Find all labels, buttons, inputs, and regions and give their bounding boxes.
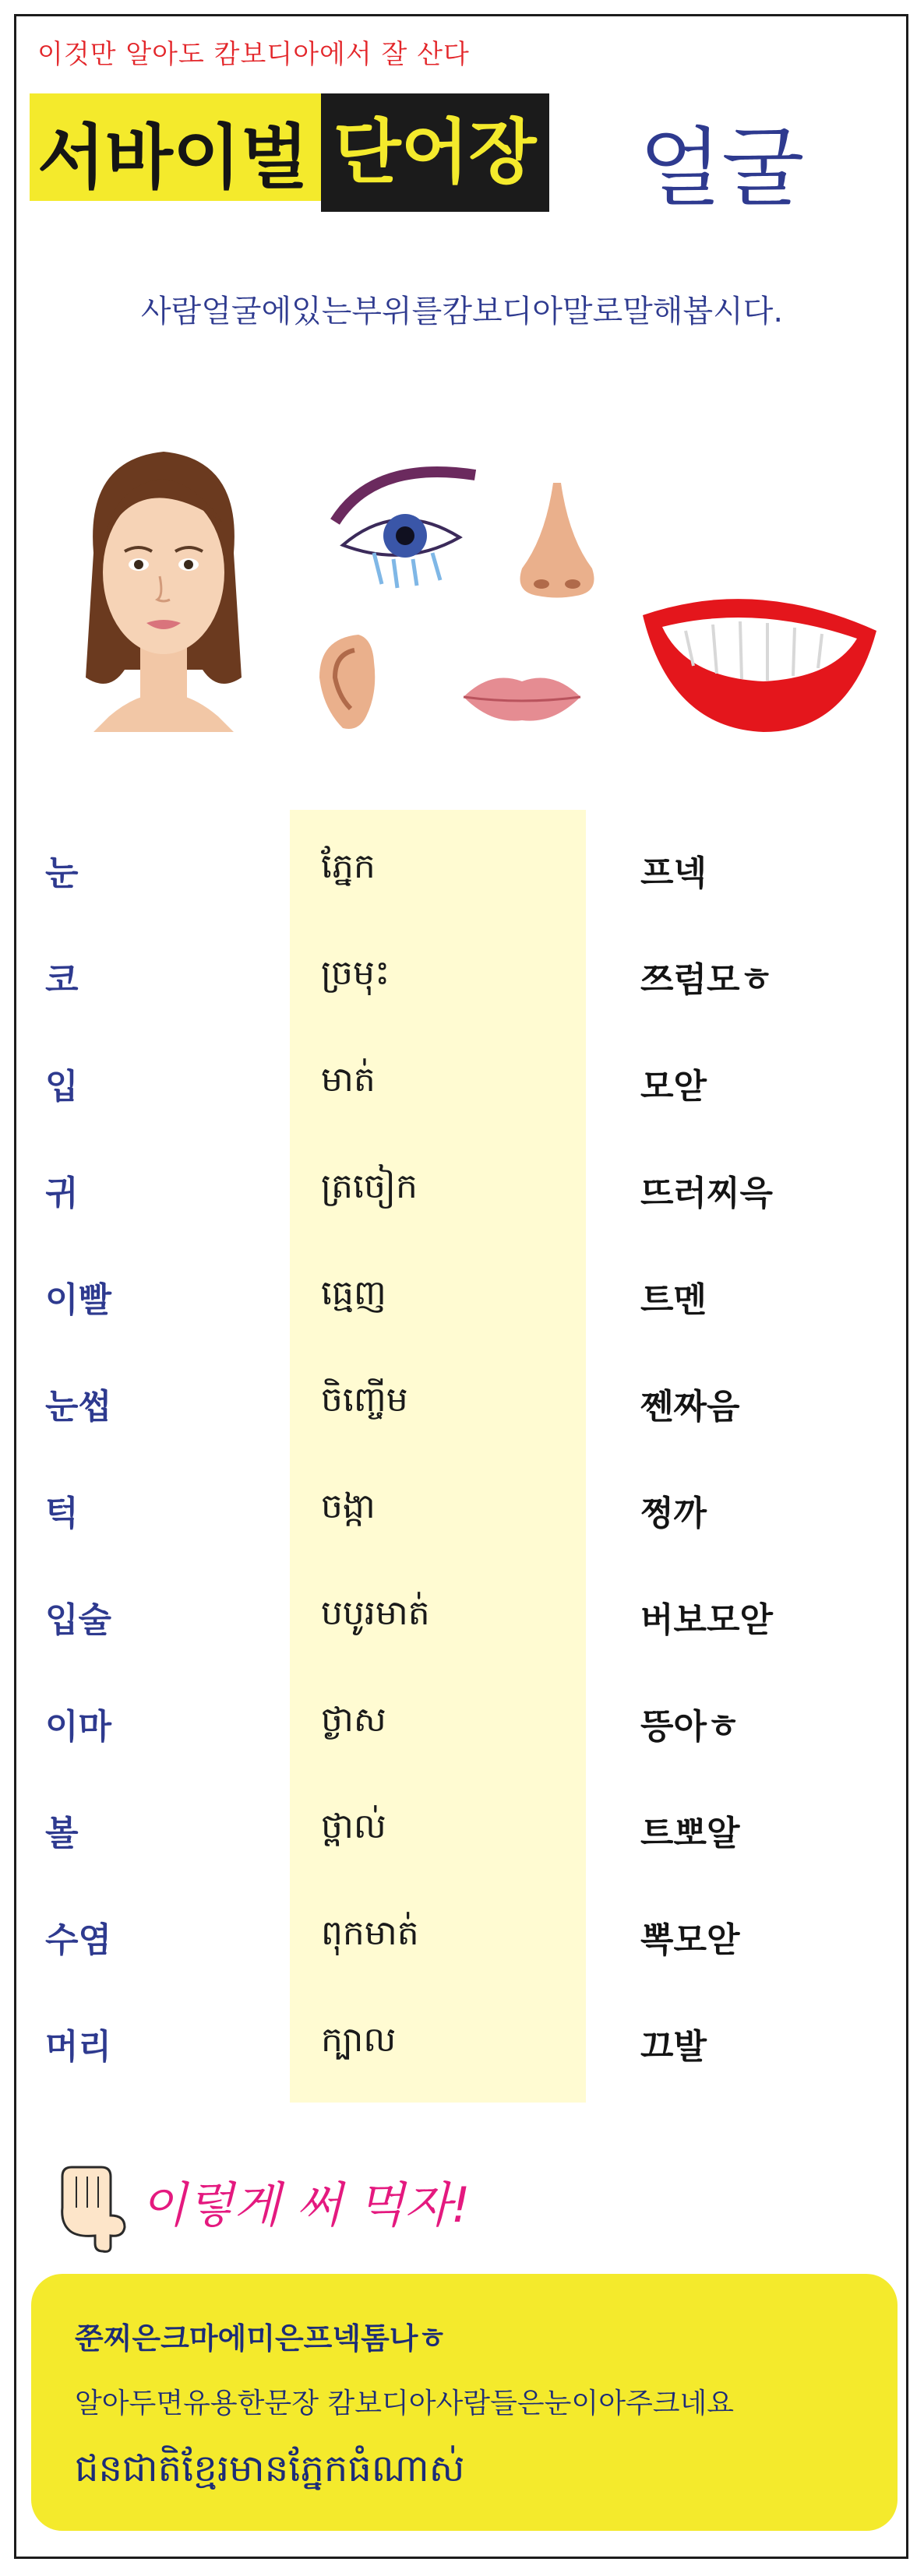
lips-illustration xyxy=(460,666,584,728)
usage-khmer-line: ជនជាតិខ្មែរមានភ្នែកធំណាស់ xyxy=(75,2447,465,2490)
usage-korean-line: 알아두면유용한문장 캄보디아사람들은눈이아주크네요 xyxy=(75,2388,735,2419)
tagline: 이것만 알아도 캄보디아에서 잘 산다 xyxy=(37,39,470,70)
vocab-korean: 이마 xyxy=(45,1707,112,1747)
eye-illustration xyxy=(327,452,483,592)
vocab-korean: 코 xyxy=(45,960,79,1000)
intro-text: 사람얼굴에있는부위를캄보디아말로말해봅시다. xyxy=(140,294,784,329)
pointing-hand-icon xyxy=(47,2161,132,2254)
vocab-khmer: ច្រមុះ xyxy=(321,953,390,993)
nose-illustration xyxy=(514,483,600,607)
vocab-row-teeth xyxy=(0,1272,924,1334)
usage-pronunciation-line: 쭌찌은크마에미은프넥톰나ㅎ xyxy=(75,2321,447,2356)
vocab-khmer: ថ្ពាល់ xyxy=(321,1807,386,1846)
vocab-korean: 귀 xyxy=(45,1174,79,1213)
vocab-khmer: ចិញ្ចើម xyxy=(321,1380,408,1420)
vocab-khmer: ភ្នែក xyxy=(321,846,376,886)
vocab-korean: 볼 xyxy=(45,1814,79,1853)
vocab-pronunciation: 뜨러찌윽 xyxy=(640,1174,774,1213)
vocab-row-eyebrow xyxy=(0,1378,924,1441)
vocab-khmer: ចង្កា xyxy=(321,1487,376,1526)
title-part-wordbook: 단어장 xyxy=(321,93,549,212)
vocab-khmer: ពុកមាត់ xyxy=(321,1913,419,1953)
usage-title: 이렇게 써 먹자! xyxy=(140,2177,471,2233)
vocab-khmer: ធ្មេញ xyxy=(321,1273,386,1313)
title-part-survival: 서바이벌 xyxy=(30,93,321,201)
vocab-row-mouth xyxy=(0,1058,924,1121)
mouth-illustration xyxy=(639,584,880,740)
vocab-row-chin xyxy=(0,1485,924,1547)
vocab-korean: 입 xyxy=(45,1067,79,1107)
vocab-row-lips xyxy=(0,1592,924,1654)
vocab-row-ear xyxy=(0,1165,924,1227)
vocab-row-eye xyxy=(0,845,924,907)
ear-illustration xyxy=(312,631,382,732)
vocab-pronunciation: 쩬짜음 xyxy=(640,1387,740,1427)
vocab-pronunciation: 뜽아ㅎ xyxy=(640,1707,740,1747)
vocab-pronunciation: 끄발 xyxy=(640,2027,707,2067)
vocab-khmer: ក្បាល xyxy=(321,2020,397,2060)
vocab-khmer: ថ្ងាស xyxy=(321,1700,386,1740)
vocab-row-head xyxy=(0,2018,924,2081)
vocab-pronunciation: 트뽀알 xyxy=(640,1814,740,1853)
vocab-korean: 입술 xyxy=(45,1600,112,1640)
woman-face-illustration xyxy=(62,436,265,732)
vocab-korean: 턱 xyxy=(45,1494,79,1533)
vocab-korean: 눈 xyxy=(45,853,79,893)
vocab-khmer: ត្រចៀក xyxy=(321,1167,418,1206)
vocab-pronunciation: 쯔럼모ㅎ xyxy=(640,960,774,1000)
vocab-korean: 수염 xyxy=(45,1920,112,1960)
vocab-khmer: មាត់ xyxy=(321,1060,376,1100)
vocab-korean: 이빨 xyxy=(45,1280,112,1320)
title-logo xyxy=(30,93,549,212)
vocab-row-beard xyxy=(0,1912,924,1974)
vocab-pronunciation: 쩡까 xyxy=(640,1494,707,1533)
topic-title: 얼굴 xyxy=(639,118,805,218)
vocab-pronunciation: 뽁모앋 xyxy=(640,1920,740,1960)
vocab-korean: 머리 xyxy=(45,2027,112,2067)
vocab-row-forehead xyxy=(0,1698,924,1761)
vocab-pronunciation: 트멘 xyxy=(640,1280,707,1320)
vocab-korean: 눈썹 xyxy=(45,1387,112,1427)
face-illustrations xyxy=(0,436,924,748)
vocab-pronunciation: 모앋 xyxy=(640,1067,707,1107)
usage-panel xyxy=(31,2274,898,2531)
vocab-row-nose xyxy=(0,952,924,1014)
vocab-pronunciation: 프넥 xyxy=(640,853,707,893)
vocab-row-cheek xyxy=(0,1805,924,1867)
vocab-khmer: បបូរមាត់ xyxy=(321,1593,430,1633)
vocab-pronunciation: 버보모앋 xyxy=(640,1600,774,1640)
